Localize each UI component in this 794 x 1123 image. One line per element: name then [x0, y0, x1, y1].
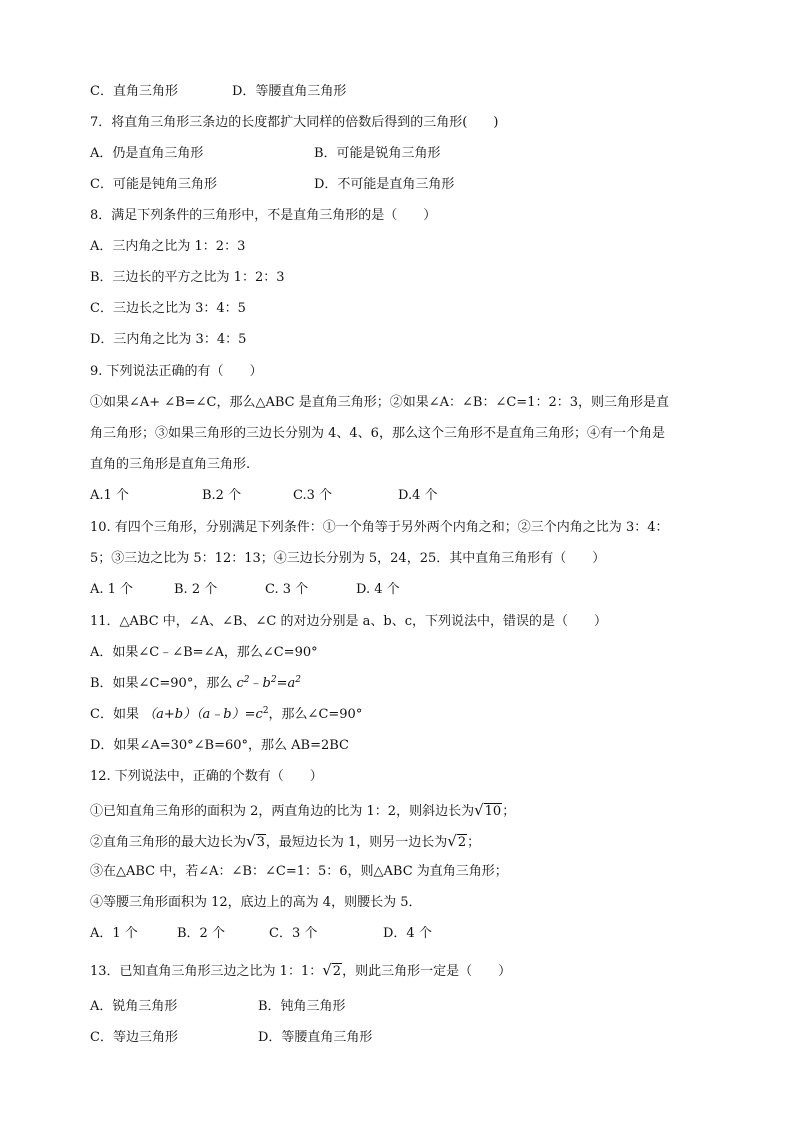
q9-statement-line-3: 直角的三角形是直角三角形. [90, 457, 251, 472]
q11-option-b-text: B．如果∠C=90°，那么 [90, 676, 237, 691]
q9-option-d: D.4 个 [398, 488, 438, 503]
sqrt-2 [322, 961, 342, 981]
q11-stem: 11．△ABC 中，∠A、∠B、∠C 的对边分别是 a、b、c，下列说法中，错误的是（ ） [90, 614, 607, 629]
q11-option-c [90, 706, 362, 724]
q12-statement-4: ④等腰三角形面积为 12，底边上的高为 4，则腰长为 5． [90, 895, 422, 910]
q11-option-b-a: a [287, 676, 296, 691]
q12-option-c: C．3 个 [269, 926, 318, 941]
q11-option-b [90, 675, 301, 693]
q12-s2-tail: ； [467, 835, 481, 850]
q8-option-b: B．三边长的平方之比为 1：2：3 [90, 270, 285, 285]
q6-option-d: D．等腰直角三角形 [232, 84, 347, 99]
q11-option-b-b: b [262, 676, 271, 691]
q12-options-row [90, 925, 432, 943]
q10-option-b: B. 2 个 [174, 582, 218, 597]
radical-icon: √ [322, 961, 332, 979]
q11-option-c-formula: （a+b）（a﹣b）=c [143, 707, 263, 722]
q11-option-c-tail: ，那么∠C=90° [268, 707, 363, 722]
sqrt-2-radicand: 2 [457, 835, 467, 850]
radical-icon: √ [246, 832, 256, 850]
q13-option-b: B．钝角三角形 [258, 999, 346, 1014]
q7-option-b: B．可能是锐角三角形 [314, 146, 441, 161]
q11-option-c-exp: 2 [262, 706, 269, 716]
q9-option-a: A.1 个 [90, 488, 129, 503]
sqrt-10-radicand: 10 [484, 804, 502, 819]
q13-stem [90, 961, 511, 981]
sqrt-10 [474, 801, 502, 821]
q6-option-c: C．直角三角形 [90, 84, 178, 99]
q11-option-b-exp: 2 [270, 675, 277, 685]
q11-option-c-text: C．如果 [90, 707, 144, 722]
q11-option-a: A．如果∠C﹣∠B=∠A，那么∠C=90° [90, 645, 318, 660]
q9-stem: 9. 下列说法正确的有（ ） [90, 364, 263, 379]
q13-option-d: D．等腰直角三角形 [258, 1030, 373, 1045]
q7-options-row-1 [90, 145, 441, 163]
q12-option-d: D．4 个 [383, 926, 432, 941]
q10-option-d: D. 4 个 [356, 582, 400, 597]
q12-statement-2 [90, 832, 480, 852]
q13-options-row-2 [90, 1029, 372, 1047]
q12-stem: 12. 下列说法中，正确的个数有（ ） [90, 769, 323, 784]
q8-option-c: C．三边长之比为 3：4：5 [90, 301, 246, 316]
q12-statement-3: ③在△ABC 中，若∠A：∠B：∠C=1：5：6，则△ABC 为直角三角形； [90, 864, 508, 879]
q13-option-c: C．等边三角形 [90, 1030, 178, 1045]
q13-options-row-1 [90, 998, 346, 1016]
q13-stem-tail: ，则此三角形一定是（ ） [342, 964, 512, 979]
radical-icon: √ [447, 832, 457, 850]
q12-statement-1 [90, 801, 515, 821]
q12-option-b: B．2 个 [177, 926, 225, 941]
q11-option-b-c: c [236, 676, 244, 691]
q13-stem-text: 13．已知直角三角形三边之比为 1：1： [90, 964, 323, 979]
q7-stem: 7．将直角三角形三条边的长度都扩大同样的倍数后得到的三角形( ) [90, 115, 499, 130]
q10-option-c: C. 3 个 [265, 582, 309, 597]
q6-options-row [90, 83, 346, 101]
q9-option-b: B.2 个 [202, 488, 242, 503]
sqrt-3 [246, 832, 266, 852]
q11-option-b-exp: 2 [243, 675, 250, 685]
q9-statement-line-2: 角三角形；③如果三角形的三边长分别为 4、4、6，那么这个三角形不是直角三角形；④有一个角是 [90, 426, 665, 441]
q9-options-row [90, 487, 438, 505]
q7-option-c: C．可能是钝角三角形 [90, 177, 217, 192]
q13-option-a: A．锐角三角形 [90, 999, 178, 1014]
q11-option-b-exp: 2 [295, 675, 301, 685]
sqrt-3-radicand: 3 [256, 835, 265, 850]
q9-statement-line-1: ①如果∠A+ ∠B=∠C，那么△ABC 是直角三角形；②如果∠A：∠B：∠C=1：2：3，则三角形是直 [90, 395, 670, 410]
q11-option-d: D．如果∠A=30°∠B=60°，那么 AB=2BC [90, 738, 349, 753]
sqrt-2 [447, 832, 467, 852]
q10-stem-line-1: 10. 有四个三角形，分别满足下列条件：①一个角等于另外两个内角之和；②三个内角之比为 3：4： [90, 520, 669, 535]
q12-s2-text: ②直角三角形的最大边长为 [90, 835, 247, 850]
q12-s2-mid: ，最短边长为 1，则另一边长为 [265, 835, 448, 850]
q11-option-b-minus: ﹣ [249, 676, 263, 691]
sqrt-2-radicand: 2 [332, 964, 342, 979]
q10-option-a: A. 1 个 [90, 582, 134, 597]
q8-stem: 8．满足下列条件的三角形中，不是直角三角形的是（ ） [90, 208, 437, 223]
q12-option-a: A．1 个 [90, 926, 138, 941]
q12-s1-text: ①已知直角三角形的面积为 2，两直角边的比为 1：2，则斜边长为 [90, 804, 475, 819]
q8-option-d: D．三内角之比为 3：4：5 [90, 332, 247, 347]
q8-option-a: A．三内角之比为 1：2：3 [90, 239, 246, 254]
q10-stem-line-2: 5；③三边之比为 5：12：13；④三边长分别为 5，24，25．其中直角三角形有（ ） [90, 551, 606, 566]
q12-s1-tail: ； [502, 804, 516, 819]
radical-icon: √ [474, 801, 484, 819]
q7-option-d: D．不可能是直角三角形 [314, 177, 455, 192]
q11-option-b-equals: = [276, 676, 288, 691]
q7-option-a: A．仍是直角三角形 [90, 146, 204, 161]
q10-options-row [90, 581, 400, 599]
q7-options-row-2 [90, 176, 454, 194]
q9-option-c: C.3 个 [293, 488, 333, 503]
